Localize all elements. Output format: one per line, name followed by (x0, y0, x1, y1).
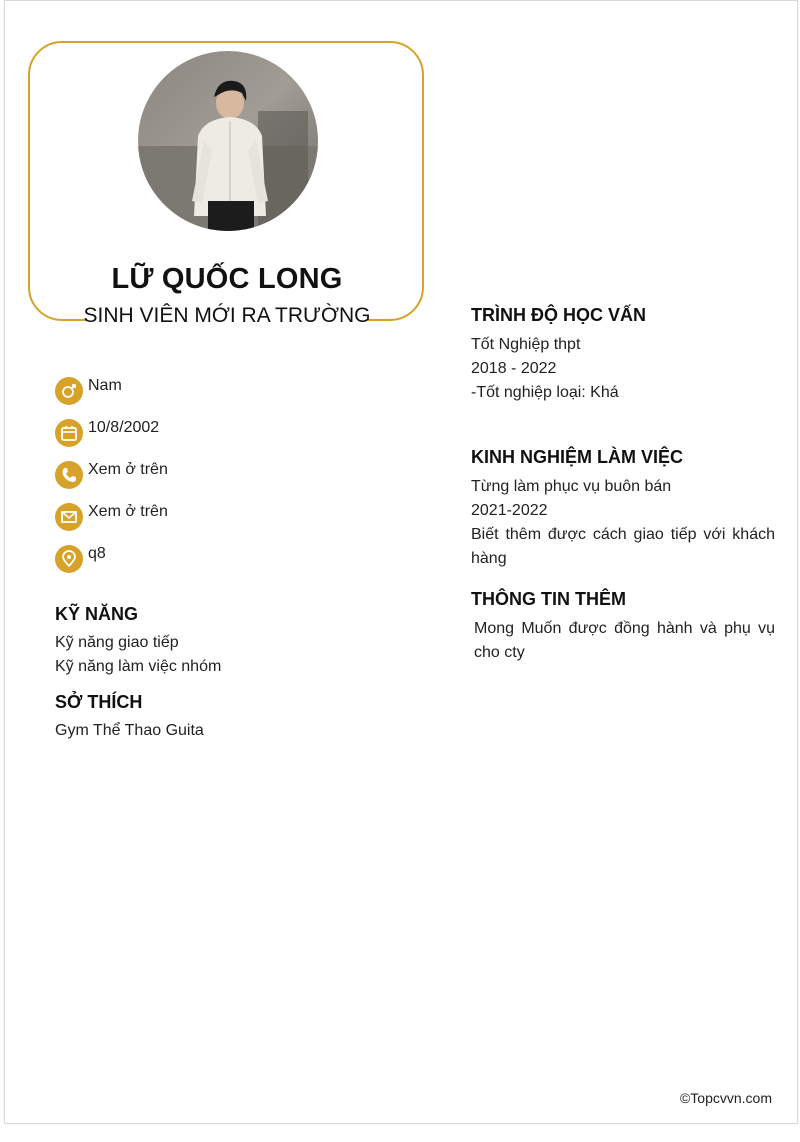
experience-line: Từng làm phục vụ buôn bán (471, 478, 672, 495)
skills-heading: KỸ NĂNG (55, 604, 139, 624)
candidate-name: LỮ QUỐC LONG (111, 263, 343, 295)
birthdate-value: 10/8/2002 (88, 419, 160, 436)
hobbies-text: Gym Thể Thao Guita (55, 722, 204, 739)
education-line: -Tốt nghiệp loại: Khá (471, 384, 619, 401)
experience-description: Biết thêm được cách giao tiếp với khách hàng (471, 526, 775, 567)
education-heading: TRÌNH ĐỘ HỌC VẤN (471, 305, 646, 325)
contact-gender (55, 377, 415, 407)
email-icon (55, 503, 83, 531)
experience-heading: KINH NGHIỆM LÀM VIỆC (471, 447, 684, 467)
gender-value: Nam (88, 377, 122, 394)
candidate-title: SINH VIÊN MỚI RA TRƯỜNG (83, 304, 371, 327)
education-line: 2018 - 2022 (471, 360, 557, 377)
contact-email (55, 503, 415, 533)
skill-item: Kỹ năng giao tiếp (55, 634, 179, 651)
skill-item: Kỹ năng làm việc nhóm (55, 658, 222, 675)
contact-phone (55, 461, 415, 491)
email-value: Xem ở trên (88, 503, 168, 520)
extra-info-text: Mong Muốn được đồng hành và phụ vụ cho cty (474, 620, 775, 661)
experience-line: 2021-2022 (471, 502, 548, 519)
education-line: Tốt Nghiệp thpt (471, 336, 581, 353)
hobbies-heading: SỞ THÍCH (55, 692, 143, 712)
footer-copyright: ©Topcvvn.com (679, 1090, 772, 1106)
gender-icon (55, 377, 83, 405)
address-value: q8 (88, 545, 106, 562)
phone-icon (55, 461, 83, 489)
extra-info-heading: THÔNG TIN THÊM (471, 589, 626, 609)
contact-address (55, 545, 415, 575)
avatar (138, 51, 318, 231)
contact-birthdate (55, 419, 415, 449)
phone-value: Xem ở trên (88, 461, 168, 478)
location-icon (55, 545, 83, 573)
calendar-icon (55, 419, 83, 447)
